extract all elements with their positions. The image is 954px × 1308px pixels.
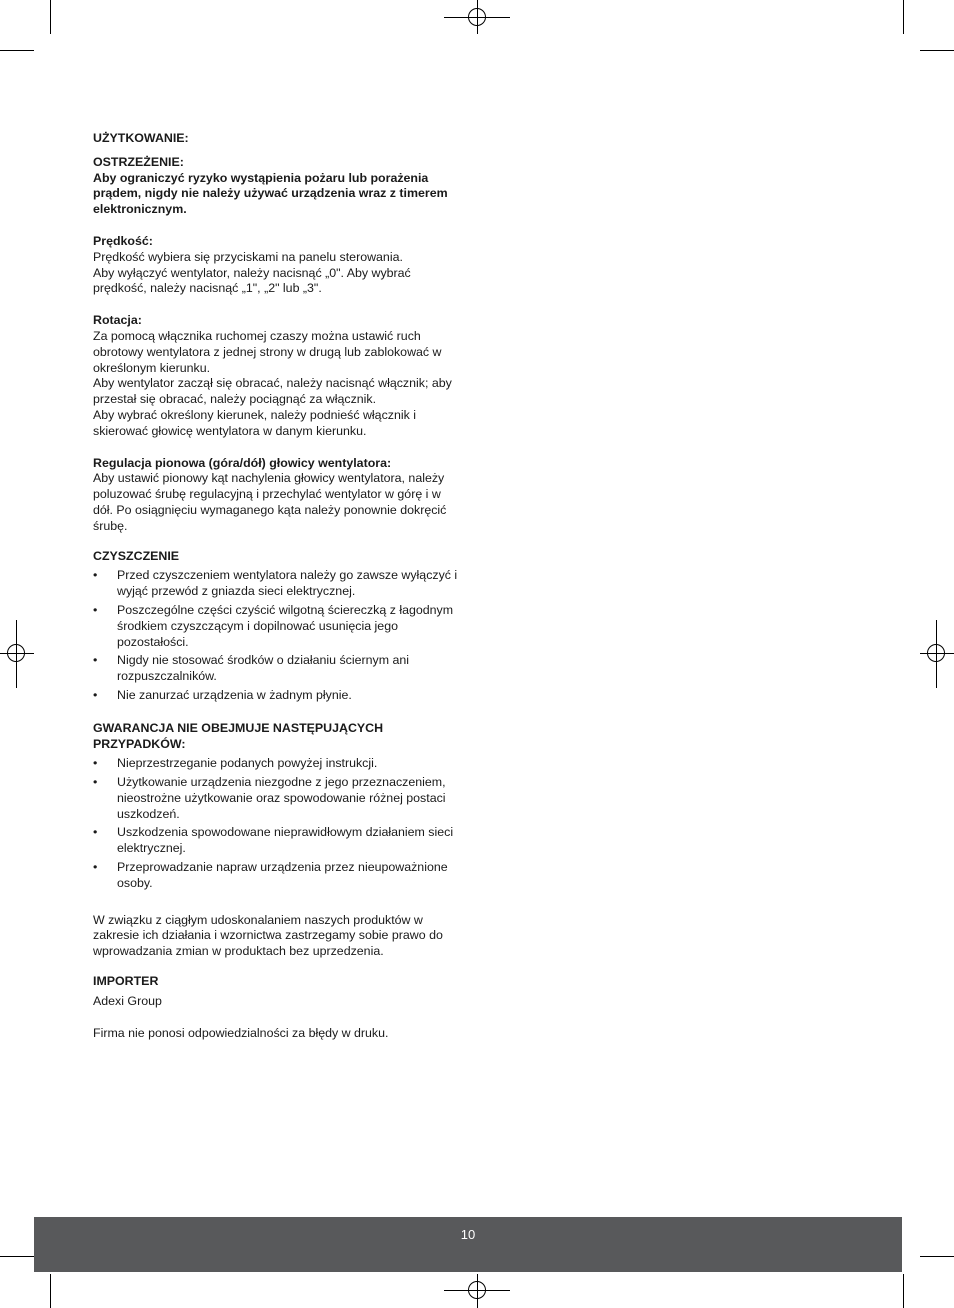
cleaning-block	[93, 549, 468, 704]
warranty-block	[93, 721, 468, 892]
section-title: UŻYTKOWANIE:	[93, 131, 189, 145]
speed-line: Prędkość wybiera się przyciskami na panelu sterowania.	[93, 249, 403, 264]
list-item: • Przeprowadzanie napraw urządzenia przez nieupoważnione osoby.	[93, 860, 448, 890]
speed-heading: Prędkość:	[93, 233, 153, 248]
rotation-block	[93, 313, 468, 439]
crop-mark	[903, 0, 904, 34]
crop-mark	[50, 1274, 51, 1308]
bullet-icon: •	[93, 687, 98, 702]
list-item: • Przed czyszczeniem wentylatora należy go zawsze wyłączyć i wyjąć przewód z gniazda sieci elektrycznej.	[93, 568, 458, 599]
speed-block	[93, 234, 468, 297]
list-item: • Nigdy nie stosować środków o działaniu ściernym ani rozpuszczalników.	[93, 653, 410, 684]
rotation-line: Za pomocą włącznika ruchomej czaszy można ustawić ruch	[93, 328, 421, 343]
importer-heading: IMPORTER	[93, 974, 159, 989]
importer-block	[93, 974, 468, 1010]
warranty-heading: PRZYPADKÓW:	[93, 736, 186, 751]
rotation-line: obrotowy wentylatora z jednej strony w drugą lub zablokować w	[93, 344, 442, 359]
bullet-icon: •	[93, 775, 98, 790]
speed-line: Aby wyłączyć wentylator, należy nacisnąć „0". Aby wybrać	[93, 265, 411, 280]
notice-line: wprowadzania zmian w produktach bez uprzedzenia.	[93, 944, 384, 959]
vertical-adjust-line: śrubę.	[93, 518, 128, 533]
warranty-heading: GWARANCJA NIE OBEJMUJE NASTĘPUJĄCYCH	[93, 720, 384, 735]
warning-heading: OSTRZEŻENIE:	[93, 154, 184, 169]
crop-mark	[903, 1274, 904, 1308]
vertical-adjust-line: dół. Po osiągnięciu wymaganego kąta należy ponownie dokręcić	[93, 502, 447, 517]
speed-line: prędkość, należy nacisnąć „1", „2" lub „3".	[93, 281, 322, 296]
list-item: • Poszczególne części czyścić wilgotną ściereczką z łagodnym środkiem czyszczącym i dopilnować usunięcia jego pozostałości.	[93, 602, 454, 649]
vertical-adjust-line: poluzować śrubę regulacyjną i przechylać wentylator w górę i w	[93, 487, 441, 502]
rotation-line: Aby wentylator zaczął się obracać, należy nacisnąć włącznik; aby	[93, 376, 452, 391]
notice-line: W związku z ciągłym udoskonalaniem naszych produktów w	[93, 912, 423, 927]
bullet-icon: •	[93, 653, 98, 668]
warranty-list	[93, 756, 468, 891]
bullet-icon: •	[93, 860, 98, 875]
bullet-icon: •	[93, 568, 98, 583]
rotation-line: skierować głowicę wentylatora w danym kierunku.	[93, 423, 367, 438]
rotation-line: przestał się obracać, należy pociągnąć za włącznik.	[93, 392, 377, 407]
bullet-icon: •	[93, 602, 98, 617]
footer-bar	[34, 1217, 902, 1272]
notice-block	[93, 913, 468, 960]
warning-block	[93, 155, 468, 218]
list-item: • Nieprzestrzeganie podanych powyżej instrukcji.	[93, 756, 378, 771]
rotation-line: Aby wybrać określony kierunek, należy podnieść włącznik i	[93, 407, 416, 422]
vertical-adjust-block	[93, 456, 468, 535]
page-number: 10	[460, 1227, 476, 1242]
manual-content	[93, 131, 468, 1041]
vertical-adjust-heading: Regulacja pionowa (góra/dół) głowicy wentylatora:	[93, 455, 392, 470]
importer-name: Adexi Group	[93, 993, 162, 1008]
notice-line: zakresie ich działania i wzornictwa zastrzegamy sobie prawo do	[93, 928, 443, 943]
rotation-line: określonym kierunku.	[93, 360, 211, 375]
list-item: • Użytkowanie urządzenia niezgodne z jego przeznaczeniem, nieostrożne użytkowanie oraz spowodowanie różnej postaci uszkodzeń.	[93, 775, 446, 821]
bullet-icon: •	[93, 825, 98, 840]
crop-mark	[0, 1256, 34, 1257]
list-item: • Uszkodzenia spowodowane nieprawidłowym działaniem sieci elektrycznej.	[93, 825, 454, 856]
disclaimer: Firma nie ponosi odpowiedzialności za błędy w druku.	[93, 1025, 389, 1040]
list-item: • Nie zanurzać urządzenia w żadnym płynie.	[93, 687, 352, 702]
rotation-heading: Rotacja:	[93, 313, 142, 328]
cleaning-heading: CZYSZCZENIE	[93, 548, 180, 563]
warning-line: elektronicznym.	[93, 202, 187, 217]
crop-mark	[0, 50, 34, 51]
warning-line: prądem, nigdy nie należy używać urządzenia wraz z timerem	[93, 186, 448, 201]
bullet-icon: •	[93, 756, 98, 771]
vertical-adjust-line: Aby ustawić pionowy kąt nachylenia głowicy wentylatora, należy	[93, 471, 445, 486]
crop-mark	[50, 0, 51, 34]
cleaning-list	[93, 568, 468, 703]
crop-mark	[920, 50, 954, 51]
crop-mark	[920, 1256, 954, 1257]
warning-line: Aby ograniczyć ryzyko wystąpienia pożaru lub porażenia	[93, 170, 429, 185]
